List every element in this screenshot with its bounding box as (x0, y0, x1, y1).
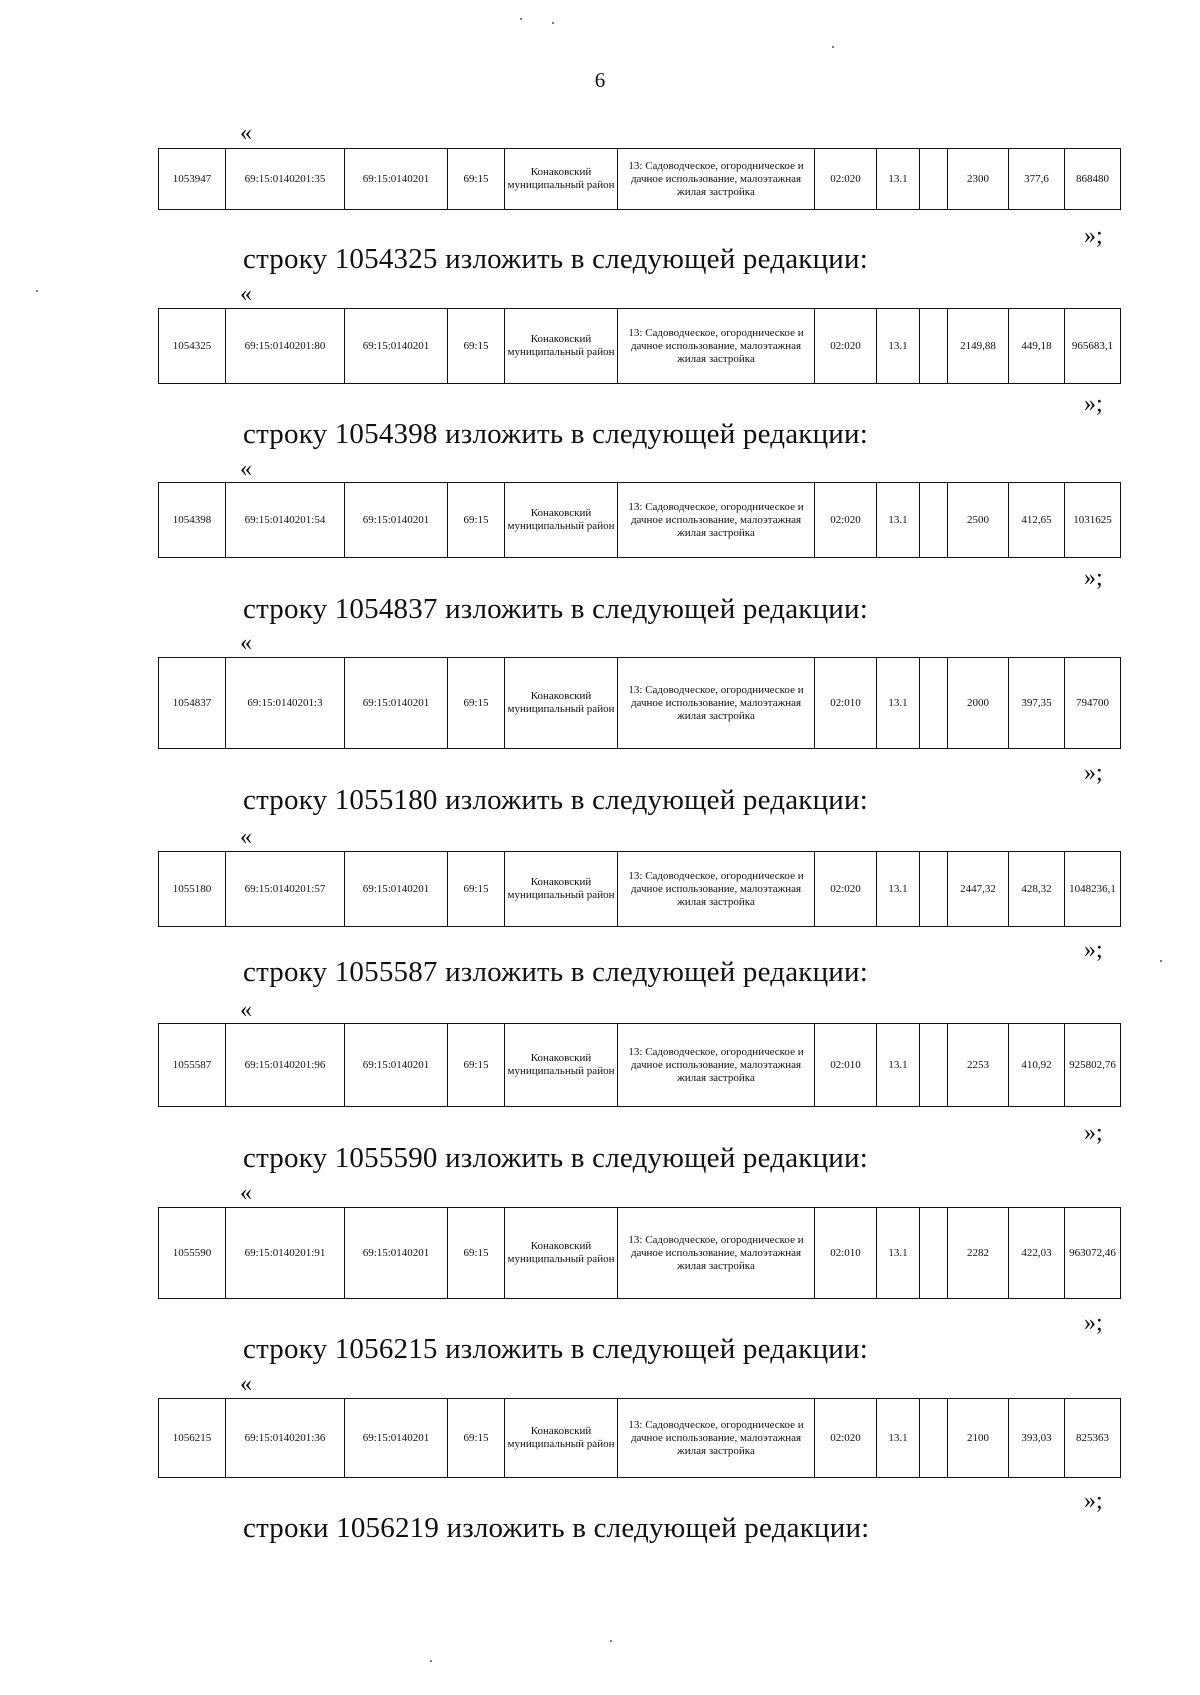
municipality-cell: Конаковский муниципальный район (505, 483, 618, 558)
cadastral-row-table (158, 851, 1121, 927)
table-row (159, 149, 1121, 210)
land-use-purpose-cell: 13: Садоводческое, огородническое и дачное использование, малоэтажная жилая застройка (618, 658, 815, 749)
unit-value-cell: 412,65 (1009, 483, 1065, 558)
scan-speck (610, 1640, 612, 1642)
closing-quote: »; (1084, 223, 1103, 249)
table-row (159, 1208, 1121, 1299)
municipality-cell: Конаковский муниципальный район (505, 658, 618, 749)
table-row (159, 658, 1121, 749)
cadastral-value-cell: 963072,46 (1065, 1208, 1121, 1299)
district-code-cell: 69:15 (448, 1208, 505, 1299)
cadastral-value-cell: 868480 (1065, 149, 1121, 210)
closing-quote: »; (1084, 1488, 1103, 1514)
cadastral-number-cell: 69:15:0140201:91 (226, 1208, 345, 1299)
row-number-cell: 1053947 (159, 149, 226, 210)
area-cell: 2282 (948, 1208, 1009, 1299)
district-code-cell: 69:15 (448, 149, 505, 210)
cadastral-value-cell: 965683,1 (1065, 309, 1121, 384)
cadastral-row-table (158, 657, 1121, 749)
area-cell: 2149,88 (948, 309, 1009, 384)
empty-column-cell (920, 1208, 948, 1299)
table-row (159, 852, 1121, 927)
cadastral-number-cell: 69:15:0140201:36 (226, 1399, 345, 1478)
table-row (159, 1399, 1121, 1478)
code-type-cell: 13.1 (877, 1208, 920, 1299)
closing-quote: »; (1084, 565, 1103, 591)
district-code-cell: 69:15 (448, 1024, 505, 1107)
cadastral-number-cell: 69:15:0140201:35 (226, 149, 345, 210)
amendment-heading: строку 1054325 изложить в следующей редакции: (243, 243, 868, 275)
code-type-cell: 13.1 (877, 1399, 920, 1478)
opening-quote: « (240, 456, 252, 482)
cadastral-number-cell: 69:15:0140201:80 (226, 309, 345, 384)
scan-speck (832, 46, 834, 48)
area-cell: 2300 (948, 149, 1009, 210)
unit-value-cell: 410,92 (1009, 1024, 1065, 1107)
closing-quote: »; (1084, 1310, 1103, 1336)
land-use-purpose-cell: 13: Садоводческое, огородническое и дачное использование, малоэтажная жилая застройка (618, 309, 815, 384)
opening-quote: « (240, 281, 252, 307)
opening-quote: « (240, 997, 252, 1023)
cadastral-number-cell: 69:15:0140201:54 (226, 483, 345, 558)
land-use-purpose-cell: 13: Садоводческое, огородническое и дачное использование, малоэтажная жилая застройка (618, 1399, 815, 1478)
final-heading: строки 1056219 изложить в следующей редакции: (243, 1512, 870, 1544)
scan-speck (552, 22, 554, 24)
group-code-cell: 02:020 (815, 149, 877, 210)
unit-value-cell: 428,32 (1009, 852, 1065, 927)
row-number-cell: 1054398 (159, 483, 226, 558)
cadastral-number-cell: 69:15:0140201:57 (226, 852, 345, 927)
area-cell: 2100 (948, 1399, 1009, 1478)
cadastral-row-table (158, 308, 1121, 384)
land-use-purpose-cell: 13: Садоводческое, огородническое и дачное использование, малоэтажная жилая застройка (618, 483, 815, 558)
cadastral-value-cell: 925802,76 (1065, 1024, 1121, 1107)
amendment-heading: строку 1054837 изложить в следующей редакции: (243, 593, 868, 625)
group-code-cell: 02:010 (815, 1024, 877, 1107)
empty-column-cell (920, 483, 948, 558)
cadastral-value-cell: 1048236,1 (1065, 852, 1121, 927)
closing-quote: »; (1084, 391, 1103, 417)
row-number-cell: 1054837 (159, 658, 226, 749)
area-cell: 2000 (948, 658, 1009, 749)
cadastral-row-table (158, 1023, 1121, 1107)
cadastral-quarter-cell: 69:15:0140201 (345, 309, 448, 384)
code-type-cell: 13.1 (877, 852, 920, 927)
municipality-cell: Конаковский муниципальный район (505, 1208, 618, 1299)
unit-value-cell: 422,03 (1009, 1208, 1065, 1299)
scan-speck (520, 18, 522, 20)
municipality-cell: Конаковский муниципальный район (505, 309, 618, 384)
opening-quote: « (240, 630, 252, 656)
unit-value-cell: 397,35 (1009, 658, 1065, 749)
district-code-cell: 69:15 (448, 1399, 505, 1478)
amendment-heading: строку 1055587 изложить в следующей редакции: (243, 956, 868, 988)
opening-quote: « (240, 1180, 252, 1206)
amendment-heading: строку 1055590 изложить в следующей редакции: (243, 1142, 868, 1174)
opening-quote: « (240, 120, 252, 146)
cadastral-quarter-cell: 69:15:0140201 (345, 1024, 448, 1107)
cadastral-value-cell: 794700 (1065, 658, 1121, 749)
land-use-purpose-cell: 13: Садоводческое, огородническое и дачное использование, малоэтажная жилая застройка (618, 1208, 815, 1299)
group-code-cell: 02:010 (815, 658, 877, 749)
code-type-cell: 13.1 (877, 658, 920, 749)
code-type-cell: 13.1 (877, 149, 920, 210)
empty-column-cell (920, 1024, 948, 1107)
empty-column-cell (920, 149, 948, 210)
municipality-cell: Конаковский муниципальный район (505, 852, 618, 927)
group-code-cell: 02:020 (815, 1399, 877, 1478)
cadastral-quarter-cell: 69:15:0140201 (345, 658, 448, 749)
group-code-cell: 02:020 (815, 483, 877, 558)
cadastral-row-table (158, 148, 1121, 210)
land-use-purpose-cell: 13: Садоводческое, огородническое и дачное использование, малоэтажная жилая застройка (618, 852, 815, 927)
area-cell: 2253 (948, 1024, 1009, 1107)
cadastral-quarter-cell: 69:15:0140201 (345, 852, 448, 927)
municipality-cell: Конаковский муниципальный район (505, 1399, 618, 1478)
cadastral-row-table (158, 482, 1121, 558)
scan-speck (430, 1660, 432, 1662)
land-use-purpose-cell: 13: Садоводческое, огородническое и дачное использование, малоэтажная жилая застройка (618, 149, 815, 210)
district-code-cell: 69:15 (448, 852, 505, 927)
cadastral-value-cell: 825363 (1065, 1399, 1121, 1478)
amendment-heading: строку 1055180 изложить в следующей редакции: (243, 784, 868, 816)
cadastral-quarter-cell: 69:15:0140201 (345, 483, 448, 558)
cadastral-quarter-cell: 69:15:0140201 (345, 1399, 448, 1478)
code-type-cell: 13.1 (877, 483, 920, 558)
page-number: 6 (594, 68, 606, 92)
group-code-cell: 02:020 (815, 309, 877, 384)
row-number-cell: 1055180 (159, 852, 226, 927)
cadastral-quarter-cell: 69:15:0140201 (345, 1208, 448, 1299)
district-code-cell: 69:15 (448, 483, 505, 558)
district-code-cell: 69:15 (448, 309, 505, 384)
area-cell: 2447,32 (948, 852, 1009, 927)
empty-column-cell (920, 309, 948, 384)
cadastral-number-cell: 69:15:0140201:96 (226, 1024, 345, 1107)
row-number-cell: 1054325 (159, 309, 226, 384)
code-type-cell: 13.1 (877, 1024, 920, 1107)
empty-column-cell (920, 852, 948, 927)
code-type-cell: 13.1 (877, 309, 920, 384)
row-number-cell: 1055587 (159, 1024, 226, 1107)
group-code-cell: 02:020 (815, 852, 877, 927)
unit-value-cell: 377,6 (1009, 149, 1065, 210)
unit-value-cell: 393,03 (1009, 1399, 1065, 1478)
closing-quote: »; (1084, 1120, 1103, 1146)
empty-column-cell (920, 658, 948, 749)
closing-quote: »; (1084, 937, 1103, 963)
table-row (159, 309, 1121, 384)
cadastral-quarter-cell: 69:15:0140201 (345, 149, 448, 210)
group-code-cell: 02:010 (815, 1208, 877, 1299)
cadastral-row-table (158, 1207, 1121, 1299)
table-row (159, 1024, 1121, 1107)
cadastral-value-cell: 1031625 (1065, 483, 1121, 558)
amendment-heading: строку 1056215 изложить в следующей редакции: (243, 1333, 868, 1365)
land-use-purpose-cell: 13: Садоводческое, огородническое и дачное использование, малоэтажная жилая застройка (618, 1024, 815, 1107)
district-code-cell: 69:15 (448, 658, 505, 749)
empty-column-cell (920, 1399, 948, 1478)
table-row (159, 483, 1121, 558)
municipality-cell: Конаковский муниципальный район (505, 1024, 618, 1107)
closing-quote: »; (1084, 760, 1103, 786)
scan-speck (36, 290, 38, 292)
municipality-cell: Конаковский муниципальный район (505, 149, 618, 210)
opening-quote: « (240, 1371, 252, 1397)
cadastral-number-cell: 69:15:0140201:3 (226, 658, 345, 749)
cadastral-row-table (158, 1398, 1121, 1478)
opening-quote: « (240, 824, 252, 850)
scan-speck (1160, 960, 1162, 962)
row-number-cell: 1055590 (159, 1208, 226, 1299)
unit-value-cell: 449,18 (1009, 309, 1065, 384)
row-number-cell: 1056215 (159, 1399, 226, 1478)
area-cell: 2500 (948, 483, 1009, 558)
amendment-heading: строку 1054398 изложить в следующей редакции: (243, 418, 868, 450)
